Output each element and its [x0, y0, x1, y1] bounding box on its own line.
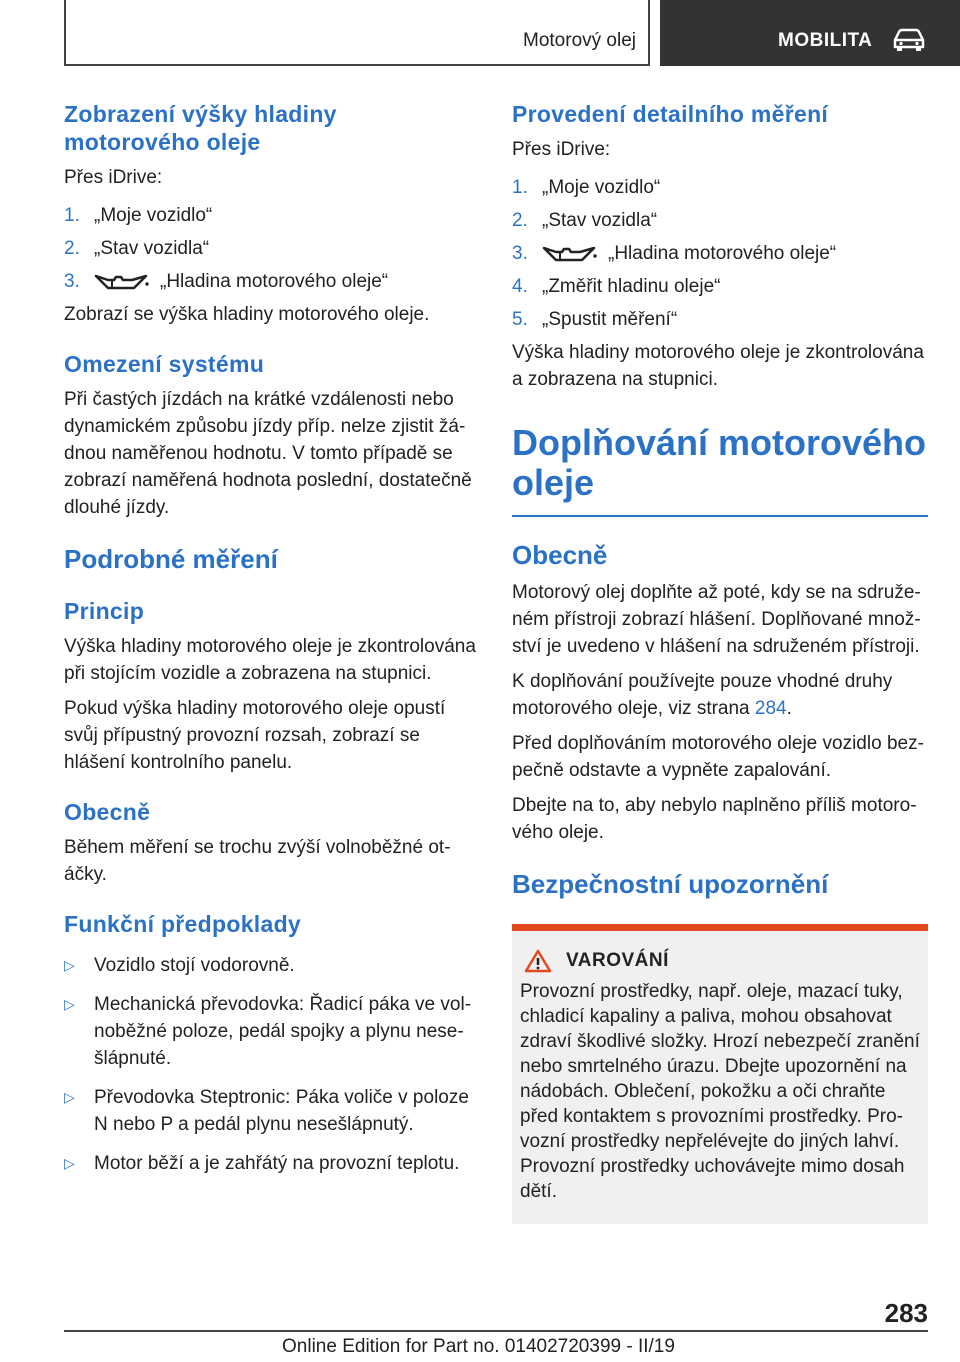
- header-section-box: [64, 0, 650, 66]
- list-item: [512, 207, 928, 234]
- system-limits-text: Při častých jízdách na krátké vzdálenosti nebo dynamickém způsobu jízdy příp. nelze zjistit žádnou naměřenou hodnotu. V tomto případě se zobrazí naměřená hodnota poslední, dostatečně dlouhé jízdy.: [64, 389, 472, 518]
- list-item-text: Motor běží a je zahřátý na provozní teplotu.: [94, 1153, 460, 1174]
- heading-perform-measurement: Provedení detailního měření: [512, 101, 829, 127]
- chapter-title-line: Doplňování motorového: [512, 422, 926, 463]
- header-chapter-box: [660, 0, 960, 66]
- requirements-list: [64, 952, 478, 1177]
- via-idrive-text: Přes iDrive:: [64, 167, 163, 188]
- step-number: 1.: [64, 205, 80, 226]
- heading-detailed-measurement: Podrobné měření: [64, 544, 278, 574]
- warning-box: [512, 924, 928, 1224]
- refill-text-1: Motorový olej doplňte až poté, kdy se na sdruženém přístroji zobrazí hlášení. Doplňované množství je uvedeno v hlášení na sdruženém přístroji.: [512, 582, 921, 657]
- result-text: Zobrazí se výška hladiny motorového oleje.: [64, 304, 430, 325]
- list-item: [64, 991, 478, 1072]
- list-item: [512, 240, 928, 267]
- warning-title: VAROVÁNÍ: [566, 950, 669, 971]
- refill-text-2: [512, 668, 928, 722]
- step-number: 3.: [64, 271, 80, 292]
- general-text: Během měření se trochu zvýší volnoběžné otáčky.: [64, 837, 451, 885]
- step-number: 2.: [512, 210, 528, 231]
- step-number: 1.: [512, 177, 528, 198]
- principle-text-2: Pokud výška hladiny motorového oleje opustí svůj přípustný provozní rozsah, zobrazí se hlášení kontrolního panelu.: [64, 698, 446, 773]
- heading-oil-level-display: [64, 100, 478, 156]
- idrive-steps-list: [64, 202, 478, 295]
- step-text: „Moje vozidlo“: [542, 177, 661, 198]
- step-number: 4.: [512, 276, 528, 297]
- list-item: [64, 952, 478, 979]
- list-item: [512, 174, 928, 201]
- measurement-steps-list: [512, 174, 928, 333]
- step-number: 5.: [512, 309, 528, 330]
- principle-text-1: Výška hladiny motorového oleje je zkontrolována při stojícím vozidle a zobrazena na stupnici.: [64, 636, 476, 684]
- result-text: Výška hladiny motorového oleje je zkontrolována a zobrazena na stupnici.: [512, 342, 924, 390]
- bullet-triangle-icon: ▷: [64, 957, 75, 973]
- step-text: „Spustit měření“: [542, 309, 678, 330]
- via-idrive-text: Přes iDrive:: [512, 139, 611, 160]
- header-chapter-title: MOBILITA: [778, 30, 873, 51]
- header-section-title: Motorový olej: [523, 30, 636, 51]
- warning-triangle-icon: [524, 949, 552, 973]
- list-item: [64, 1150, 478, 1177]
- oil-can-icon: [94, 271, 150, 293]
- step-text: „Stav vozidla“: [542, 210, 658, 231]
- list-item: [64, 1084, 478, 1138]
- page-link-284[interactable]: 284: [754, 698, 787, 719]
- right-column: [512, 100, 928, 1224]
- bullet-triangle-icon: ▷: [64, 996, 75, 1012]
- warning-header: [524, 949, 920, 973]
- refill-text-3: Před doplňováním motorového oleje vozidlo bezpečně odstavte a vypněte zapalování.: [512, 733, 924, 781]
- list-item: [512, 273, 928, 300]
- step-number: 3.: [512, 243, 528, 264]
- car-icon: [892, 26, 926, 52]
- list-item-text: Mechanická převodovka: Řadicí páka ve volnoběžné poloze, pedál spojky a plynu nesešlápnuté.: [94, 994, 472, 1069]
- chapter-title-oil-refill: [512, 423, 928, 503]
- list-item-text: Vozidlo stojí vodorovně.: [94, 955, 295, 976]
- bullet-triangle-icon: ▷: [64, 1089, 75, 1105]
- list-item: [64, 235, 478, 262]
- step-text: „Hladina motorového oleje“: [608, 243, 837, 264]
- bullet-triangle-icon: ▷: [64, 1155, 75, 1171]
- heading-functional-requirements: Funkční předpoklady: [64, 911, 302, 937]
- refill-text-2-end: .: [786, 698, 792, 719]
- heading-line: motorového oleje: [64, 129, 261, 155]
- list-item: [64, 202, 478, 229]
- warning-text: Provozní prostředky, např. oleje, mazací tuky, chladicí kapaliny a paliva, mohou obsahovat zdraví škodlivé složky. Hrozí nebezpečí zranění nebo smrtelného úrazu. Dbejte upozornění na nádobách. Oblečení, pokožku a oči chraňte před kontaktem s provozními prostředky. Provozní prostředky nepřelévejte do jiných lahví. Provozní prostředky uchovávejte mimo dosah dětí.: [520, 981, 920, 1202]
- footer-divider: [64, 1330, 928, 1332]
- heading-system-limits: Omezení systému: [64, 351, 265, 377]
- step-text: „Moje vozidlo“: [94, 205, 213, 226]
- edition-text: Online Edition for Part no. 01402720399 - II/19: [282, 1336, 675, 1357]
- step-number: 2.: [64, 238, 80, 259]
- list-item: [512, 306, 928, 333]
- heading-safety-notes: Bezpečnostní upozornění: [512, 869, 829, 899]
- list-item-text: Převodovka Steptronic: Páka voliče v poloze N nebo P a pedál plynu nesešlápnutý.: [94, 1087, 469, 1135]
- heading-general: Obecně: [512, 540, 608, 570]
- step-text: „Změřit hladinu oleje“: [542, 276, 721, 297]
- refill-text-4: Dbejte na to, aby nebylo naplněno příliš motorového oleje.: [512, 795, 917, 843]
- heading-general: Obecně: [64, 799, 151, 825]
- heading-line: Zobrazení výšky hladiny: [64, 101, 337, 127]
- step-text: „Hladina motorového oleje“: [160, 271, 389, 292]
- chapter-title-line: oleje: [512, 462, 595, 503]
- refill-text-2-start: K doplňování používejte pouze vhodné druhy motorového oleje, viz strana: [512, 671, 893, 719]
- heading-principle: Princip: [64, 598, 145, 624]
- step-text: „Stav vozidla“: [94, 238, 210, 259]
- page-number: 283: [884, 1298, 928, 1328]
- left-column: [64, 100, 478, 1189]
- oil-can-icon: [542, 243, 598, 265]
- list-item: [64, 268, 478, 295]
